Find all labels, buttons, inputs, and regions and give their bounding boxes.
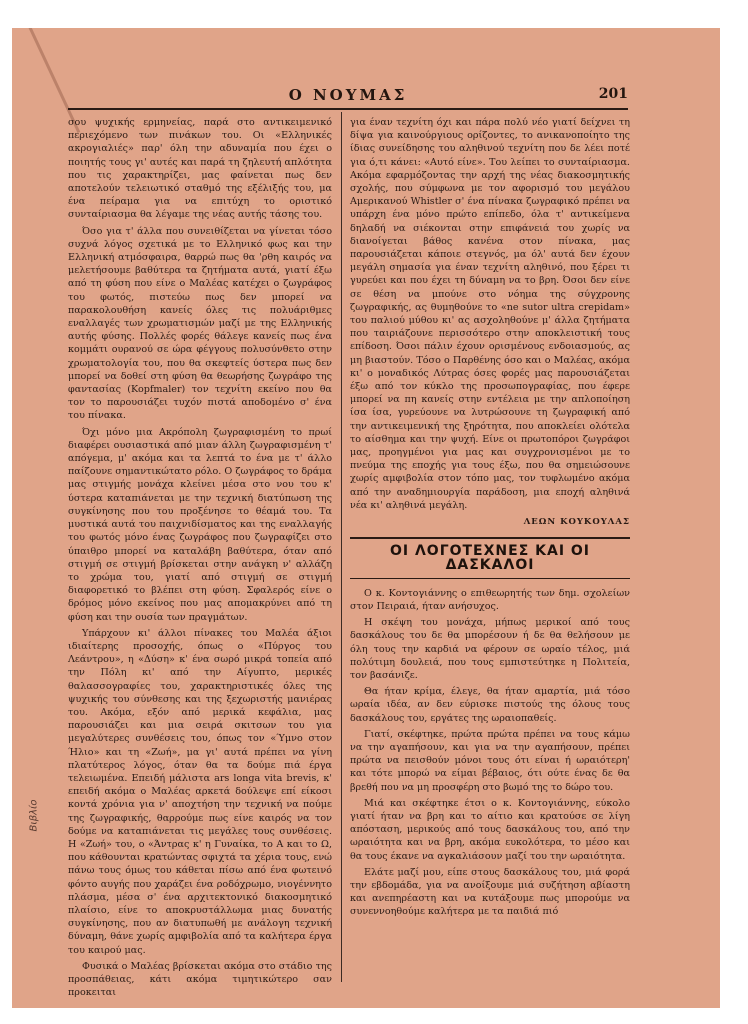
right-paragraph: για έναν τεχνίτη όχι και πάρα πολύ νέο γιατί δείχνει τη δίψα για καινούργιους ορίζοντες, το ανικανοποίητο της ίδιας συνείδησης του αληθινού τεχνίτη που δε λέει ποτέ για ό,τι κάνει: «Αυτό είνε». Του λείπει το συνταίριασμα. Ακόμα εφαρμόζοντας την αρχή της νέας διακοσμητικής σχολής, που σύμφωνα με τον αφορισμό του μεγάλου Αμερικανού Whistler σ' ένα πίνακα ζωγραφικό πρέπει να υπάρχη ένα μόνο πρώτο επίπεδο, όλα τ' αντικείμενα δηλαδή να σιέκονται στην επιφάνειά του χωρίς να διανοίγεται βάθος κανένα στον πίνακα, μας παρουσιάζεται κάποιε στεγνός, μα όλ' αυτά δεν έχουν μεγάλη σημασία για έναν τεχνίτη αληθινό, που ξέρει τι γυρεύει και που έχει τη δύναμη να το βρη. Όσοι δεν είνε σε θέση να μπούνε στο νόημα της σύγχρονης ζωγραφικής, ας θυμηθούνε το «ne sutor ultra crepidam» του παλιού μύθου κι' ας ασχοληθούνε μ' άλλα ζητήματα που ταιριάζουνε περισσότερο στην αποκλειστική τους επίδοση. Όσοι πάλιν έχουν ορισμένους ενδοιασμούς, ας μη βιαστούν. Τόσο ο Παρθένης όσο και ο Μαλέας, ακόμα κι' ο μοναδικός Λύτρας όσες φορές μας παρουσιάζεται έξω από τον κύκλο της προσωπογραφίας, που έφερε μπορεί να πη κανείς στην εντέλεια με την απλοποίηση ίσα ίσα, γυρεύουνε να λυτρώσουνε τη ζωγραφική από την αντικειμενική της ξηρότητα, που αποκλείει ολότελα το αίσθημα και την ψυχή. Είνε οι πρωτοπόροι ζωγράφοι μας, προηγμένοι για μας και συγχρονισμένοι με το πνεύμα της εποχής για τους έξω, που θα σημειώσουνε χωρίς αμφιβολία στον τόπο μας, τον τυφλωμένο ακόμα από την αναδημιουργία παράδοση, μια εποχή αληθινά νέα κι' αληθινά μεγάλη.: [350, 117, 630, 511]
article-paragraph: Μιά και σκέφτηκε έτσι ο κ. Κοντογιάννης, εύκολο γιατί ήταν να βρη και το αίτιο και κρατούσε σε λίγη απόσταση, μερικούς από τους δασκάλους του, από την ωραιότητα και να βρη, ακόμα ευκολότερα, το μέσο και θα τους έκανε να αγκαλιάσουν μαζί του την ωραιότητα.: [350, 797, 630, 862]
article-paragraph: Θα ήταν κρίμα, έλεγε, θα ήταν αμαρτία, μιά τόσο ωραία ιδέα, αν δεν εύρισκε πιστούς της όλους τους δασκάλους του, εργάτες της ωραιοπαθείς.: [350, 686, 630, 724]
left-paragraph: Όχι μόνο μια Ακρόπολη ζωγραφισμένη το πρωί διαφέρει ουσιαστικά από μιαν άλλη ζωγραφισμένη τ' απόγεμα, μ' ακόμα και τα λεπτά το ένα με τ' άλλο παίζουνε σημαντικώτατο ρόλο. Ο ζωγράφος το δράμα μας στιγμής μονάχα κλείνει μέσα στο νου του κ' ύστερα καταπιάνεται με την τεχνική διατύπωση της συγκίνησης που του προξένησε το θέαμά του. Τα μυστικά αυτά του παιχνιδίσματος και της εναλλαγής του φωτός μόνο ένας ζωγράφος που ζωγραφίζει στο ύπαιθρο μπορεί να καταλάβη βαθύτερα, όταν από στιγμή σε στιγμή βρίσκεται στην ανάγκη ν' αλλάζη το χρώμα του, γιατί από στιγμή σε στιγμή διαφορετικό το βλέπει στη φύση. Σφαλερός είνε ο δρόμος μόνο εκείνος που μας απομακρύνει από τη φύση και την ουσία των πραγμάτων.: [68, 426, 332, 623]
right-column: [350, 116, 630, 922]
publication-title: Ο ΝΟΥΜΑΣ: [288, 86, 408, 104]
page-number: 201: [598, 86, 628, 102]
column-divider: [341, 112, 342, 982]
article-paragraph: Η σκέψη του μονάχα, μήπως μερικοί από τους δασκάλους του δε θα μπορέσουν ή δε θα θελήσουν με όλη τους την καρδιά να φέρουν σε ωραίο τέλος, μιά πολύτιμη δουλειά, που τους εμπιστεύτηκε η Πολιτεία, τον βασάνιζε.: [350, 617, 630, 681]
article-paragraph: Ο κ. Κοντογιάννης ο επιθεωρητής των δημ. σχολείων στον Πειραιά, ήταν ανήσυχος.: [350, 587, 630, 612]
article-paragraph: Γιατί, σκέφτηκε, πρώτα πρώτα πρέπει να τους κάμω να την αγαπήσουν, και για να την αγαπήσουν, πρέπει πρώτα να πεισθούν μόνοι τους ότι είναι ή ωραιότερη' και τότε μπορώ να είμαι βέβαιος, ότι ούτε ένας δε θα βρεθή που να μη προσφέρη στο βωμό της το δώρο του.: [350, 728, 630, 793]
page-header: [68, 86, 628, 110]
left-paragraph: σου ψυχικής ερμηνείας, παρά στο αντικειμενικό περιεχόμενο των πινάκων του. Οι «Ελληνικές ακρογιαλιές» παρ' όλη την αδυναμία που έχει ο ποιητής τους γι' αυτές και παρά τη ζηλευτή απλότητα που τις χαρακτηρίζει, μας φαίνεται πως δεν αποτελούν τελειωτικό σταθμό της εξέλιξής του, μα ένα πείραμα για να επιτύχη το οριστικό συνταίριασμα θα λέγαμε της νέας αυτής τάσης του.: [68, 117, 332, 221]
article-heading: ΟΙ ΛΟΓΟΤΕΧΝΕΣ ΚΑΙ ΟΙ ΔΑΣΚΑΛΟΙ: [350, 537, 630, 578]
article-paragraph: Ελάτε μαζί μου, είπε στους δασκάλους του, μιά φορά την εβδομάδα, για να ανοίξουμε μιά συζήτηση αβίαστη και ανεπηρέαστη και να κυτάξουμε πως μπορούμε να συνεννοηθούμε καλήτερα με τα παιδιά πιό: [350, 866, 630, 918]
left-paragraph: Υπάρχουν κι' άλλοι πίνακες του Μαλέα άξιοι ιδιαίτερης προσοχής, όπως ο «Πύργος του Λεάντρου», η «Δύση» κ' ένα σωρό μικρά τοπεία από την Πόλη κι' από την Αίγυπτο, μερικές θαλασσογραφίες του, χαρακτηριστικές όλες της ψυχικής του σύνθεσης και της ξεχωριστής μανιέρας του. Ακόμα, εξόν από μερικά κεφάλια, μας παρουσιάζει και μια σειρά σκιτσων του για μεγαλύτερες συνθέσεις του, όπως τον «Ύμνο στον Ήλιο» και τη «Ζωή», μα γι' αυτά πρέπει να γίνη πλατύτερος λόγος, όταν θα τα δούμε πιά έργα τελειωμένα. Επειδή μάλιστα ars longa vita brevis, κ' επειδή ακόμα ο Μαλέας αρκετά δούλεψε επί είκοσι κοντά χρόνια για ν' αποχτήση την τεχνική να πούμε της ζωγραφικής, θαρρούμε πως είνε καιρός να τον δούμε να καταπιάνεται τις μεγάλες τους συνθέσεις. Η «Ζωή» του, ο «Άντρας κ' η Γυναίκα, το Α και το Ω, που κάθουνται κρατώντας σφιχτά τα χέρια τους, ενώ πάνω τους όμως του κάθεται πίσω από ένα φωτεινό φόντο αυγής που χαράζει ένα ροδόχρωμο, νιογέννητο πλάσμα, μέσα σ' ένα αρχιτεκτονικό διακοσμητικό πλαίσιο, είνε το αποκρυστάλλωμα μιας δυνατής συγκίνησης, που αν διατυπωθή με ανάλογη τεχνική δύναμη, θάνε χωρίς αμφιβολία από τα καλήτερα έργα του καιρού μας.: [68, 627, 332, 956]
left-column: [68, 116, 332, 1002]
left-paragraph: Όσο για τ' άλλα που συνειθίζεται να γίνεται τόσο συχνά λόγος σχετικά με το Ελληνικό φως και την Ελληνική ατμόσφαιρα, θαρρώ πως θα 'ρθη καιρός να μελετήσουμε βαθύτερα τα ζητήματα αυτά, γιατί έξω από τη φύση που είνε ο Μαλέας κατέχει ο ζωγράφος του φωτός, πιστεύω πως δεν μπορεί να παρακολουθήση κανείς όλες τις πολυάριθμες εναλλαγές των χρωματισμών μαζί με της Ελληνικής αυτής φύσης. Πολλές φορές θάλεγε κανείς πως ένα κομμάτι ουρανού σε ώρα φέγγους πολυσύνθετο στην χρωματολογία του, που θα σκεφτείς ύστερα πως δεν μπορεί να δοθεί στη φύση θα θεωρήσης ζωγράφο της φαντασίας (Kopfmaler) τον τεχνίτη εκείνο που θα τον το παρουσιάζει τυχόν πιστά αποδομένο σ' ένα του πίνακα.: [68, 225, 332, 422]
left-paragraph: Φυσικά ο Μαλέας βρίσκεται ακόμα στο στάδιο της προσπάθειας, κάτι ακόμα τιμητικώτερο σαν προκειται: [68, 960, 332, 999]
newspaper-page: [12, 28, 720, 1008]
handwritten-margin-note: Βιβλίο: [28, 799, 40, 832]
author-signature: ΛΕΩΝ ΚΟΥΚΟΥΛΑΣ: [523, 517, 630, 528]
